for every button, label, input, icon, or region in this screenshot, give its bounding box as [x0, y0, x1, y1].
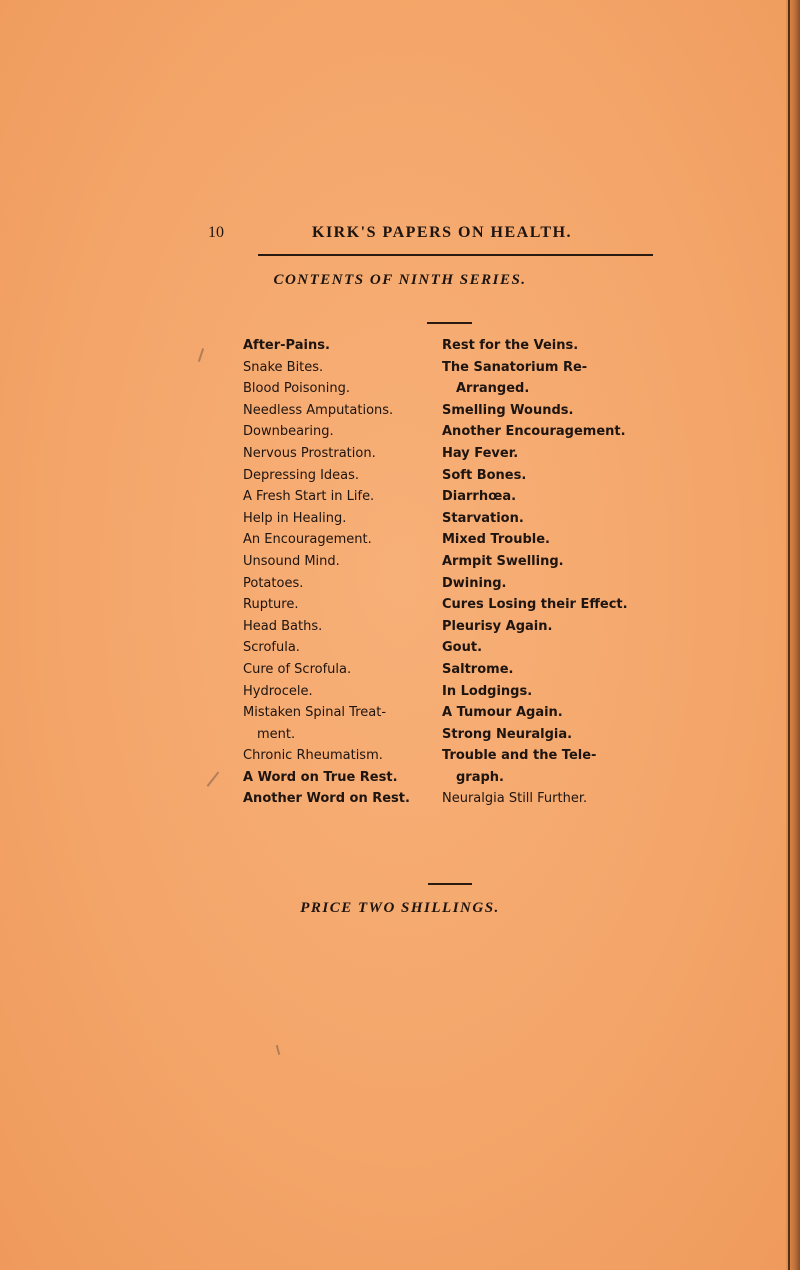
title-rule: [427, 322, 472, 324]
contents-entry: Snake Bites.: [243, 359, 324, 375]
contents-entry: Potatoes.: [243, 575, 304, 591]
contents-entry: Nervous Prostration.: [243, 445, 376, 461]
contents-entry: Soft Bones.: [442, 467, 527, 483]
contents-entry: Head Baths.: [243, 618, 323, 634]
contents-entry: Cures Losing their Effect.: [442, 597, 628, 613]
contents-end-rule: [428, 883, 472, 885]
contents-entry: Unsound Mind.: [243, 553, 340, 569]
contents-entry: Mistaken Spinal Treat-: [243, 705, 387, 721]
contents-entry: Downbearing.: [243, 424, 334, 440]
contents-entry: Gout.: [442, 640, 483, 656]
contents-left-column: [243, 335, 428, 810]
contents-entry: Scrofula.: [243, 640, 300, 656]
price-line: PRICE TWO SHILLINGS.: [300, 900, 500, 916]
contents-entry: graph.: [456, 769, 504, 785]
contents-entry: Saltrome.: [442, 661, 514, 677]
contents-entry: Rest for the Veins.: [442, 338, 579, 353]
contents-entry: The Sanatorium Re-: [442, 359, 588, 375]
contents-entry: Starvation.: [442, 510, 524, 526]
contents-entry: Armpit Swelling.: [442, 553, 564, 569]
contents-entry: Hydrocele.: [243, 683, 313, 699]
contents-entry: A Fresh Start in Life.: [243, 489, 375, 505]
page-edge-line: [788, 0, 790, 1270]
contents-entry: ment.: [257, 726, 296, 742]
contents-title: CONTENTS OF NINTH SERIES.: [273, 272, 527, 288]
contents-entry: A Tumour Again.: [442, 705, 563, 721]
contents-entry: A Word on True Rest.: [243, 769, 398, 785]
contents-entry: An Encouragement.: [243, 532, 372, 548]
contents-entry: Depressing Ideas.: [243, 467, 360, 483]
contents-entry: Help in Healing.: [243, 510, 347, 526]
pencil-mark: [198, 348, 204, 362]
contents-entry: Neuralgia Still Further.: [442, 791, 588, 807]
contents-entry: Blood Poisoning.: [243, 381, 350, 397]
contents-entry: After-Pains.: [243, 338, 330, 353]
pencil-mark: [207, 771, 219, 786]
contents-entry: In Lodgings.: [442, 683, 533, 699]
contents-entry: Trouble and the Tele-: [442, 748, 597, 764]
contents-entry: Hay Fever.: [442, 445, 519, 461]
contents-entry: Another Word on Rest.: [243, 791, 410, 807]
header-rule: [258, 254, 653, 256]
contents-entry: Another Encouragement.: [442, 424, 626, 440]
contents-entry: Strong Neuralgia.: [442, 726, 573, 742]
contents-entry: Cure of Scrofula.: [243, 661, 352, 677]
contents-entry: Chronic Rheumatism.: [243, 748, 383, 764]
contents-entry: Pleurisy Again.: [442, 618, 553, 634]
contents-entry: Needless Amputations.: [243, 402, 394, 418]
contents-entry: Diarrhœa.: [442, 489, 517, 505]
contents-entry: Arranged.: [456, 381, 530, 397]
contents-right-column: [442, 335, 672, 810]
pencil-mark: [276, 1045, 280, 1055]
contents-entry: Dwining.: [442, 575, 507, 591]
contents-entry: Rupture.: [243, 597, 299, 613]
page-header: [0, 224, 800, 254]
contents-entry: Mixed Trouble.: [442, 532, 550, 548]
contents-entry: Smelling Wounds.: [442, 402, 574, 418]
running-head: KIRK'S PAPERS ON HEALTH.: [312, 224, 573, 241]
page-number: 10: [208, 224, 224, 241]
